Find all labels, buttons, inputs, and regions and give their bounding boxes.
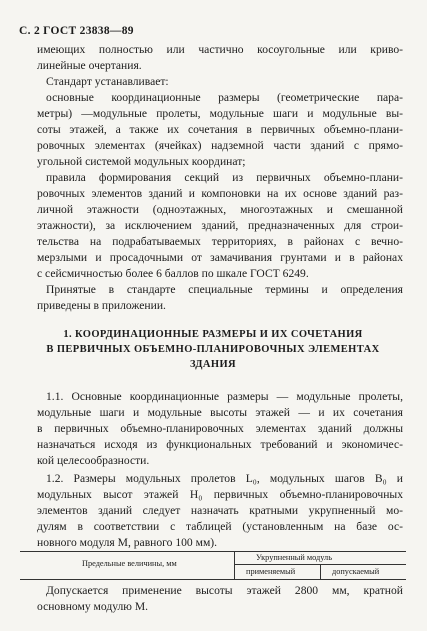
clause-1-2-line: дулям в соответствии с таблицей (установленным на базе ос- [37, 520, 403, 533]
clause-1-1-line: 1.1. Основные координационные размеры — модульные пролеты, [46, 390, 403, 403]
table-header-module: Укрупненный модуль [256, 553, 332, 562]
intro-line: тельства на подрабатываемых территориях, в районах с вечно- [37, 235, 403, 248]
intro-line: этажности), за исключением зданий, предназначенных для строи- [37, 219, 403, 232]
intro-line: метры) —модульные пролеты, модульные шаги и модульные вы- [37, 107, 403, 120]
clause-1-1-line: кой целесообразности. [37, 454, 150, 467]
intro-line: приведены в приложении. [37, 299, 166, 312]
table-rule-vertical [234, 551, 235, 579]
clause-1-2-line: модульных высот этажей H₀ первичных объемно-планировочных [37, 488, 403, 501]
clause-1-2-line: новного модуля М, равного 100 мм). [37, 536, 218, 549]
intro-line: угольной системой модульных координат; [37, 155, 246, 168]
table-rule-top [20, 551, 406, 552]
clause-1-1-line: модульные шаги и модульные высоты этажей — и их сочетания [37, 406, 403, 419]
intro-line: личной этажности (одноэтажных, многоэтажных и смешанной [37, 203, 403, 216]
intro-line: линейные очертания. [37, 59, 142, 72]
intro-line: правила формирования секций из первичных объемно-плани- [46, 171, 403, 184]
table-header-preferred: применяемый [246, 567, 296, 576]
table-header-param: Предельные величины, мм [82, 559, 177, 568]
table-header-allowed: допускаемый [332, 567, 380, 576]
intro-line: Стандарт устанавливает: [46, 75, 169, 88]
module-table-compact [20, 551, 406, 581]
table-rule-bottom [20, 579, 406, 580]
intro-line: мерзлыми и просадочными от замачивания грунтами и в районах [37, 251, 403, 264]
table-rule-vertical [320, 564, 321, 579]
intro-line: имеющих полностью или частично косоугольные или криво- [37, 43, 403, 56]
section-title: В ПЕРВИЧНЫХ ОБЪЕМНО-ПЛАНИРОВОЧНЫХ ЭЛЕМЕНТАХ [46, 344, 380, 355]
intro-line: ровочных элементах (ячейках) надземной части зданий с прямо- [37, 139, 403, 152]
intro-line: Принятые в стандарте специальные термины и определения [46, 283, 403, 296]
clause-1-1-line: назначаться исходя из функциональных требований и экономичес- [37, 438, 403, 451]
section-title: ЗДАНИЯ [189, 359, 237, 370]
intro-line: соты этажей, а также их сочетания в первичных объемно-плани- [37, 123, 403, 136]
clause-1-2-line: элементов зданий следует назначать кратными укрупненный мо- [37, 504, 403, 517]
intro-line: с сейсмичностью более 6 баллов по шкале ГОСТ 6249. [37, 267, 309, 280]
intro-line: основные координационные размеры (геометрические пара- [46, 91, 403, 104]
clause-1-1-line: в первичных объемно-планировочных элементах зданий должны [37, 422, 403, 435]
closing-line: основному модулю М. [37, 600, 149, 613]
page-header: С. 2 ГОСТ 23838—89 [19, 25, 134, 37]
intro-line: ровочных элементов зданий и компоновки на их основе зданий раз- [37, 187, 403, 200]
section-title: 1. КООРДИНАЦИОННЫЕ РАЗМЕРЫ И ИХ СОЧЕТАНИЯ [63, 329, 363, 340]
clause-1-2-line: 1.2. Размеры модульных пролетов L₀, модульных шагов B₀ и [46, 472, 403, 485]
closing-line: Допускается применение высоты этажей 2800 мм, кратной [46, 584, 403, 597]
